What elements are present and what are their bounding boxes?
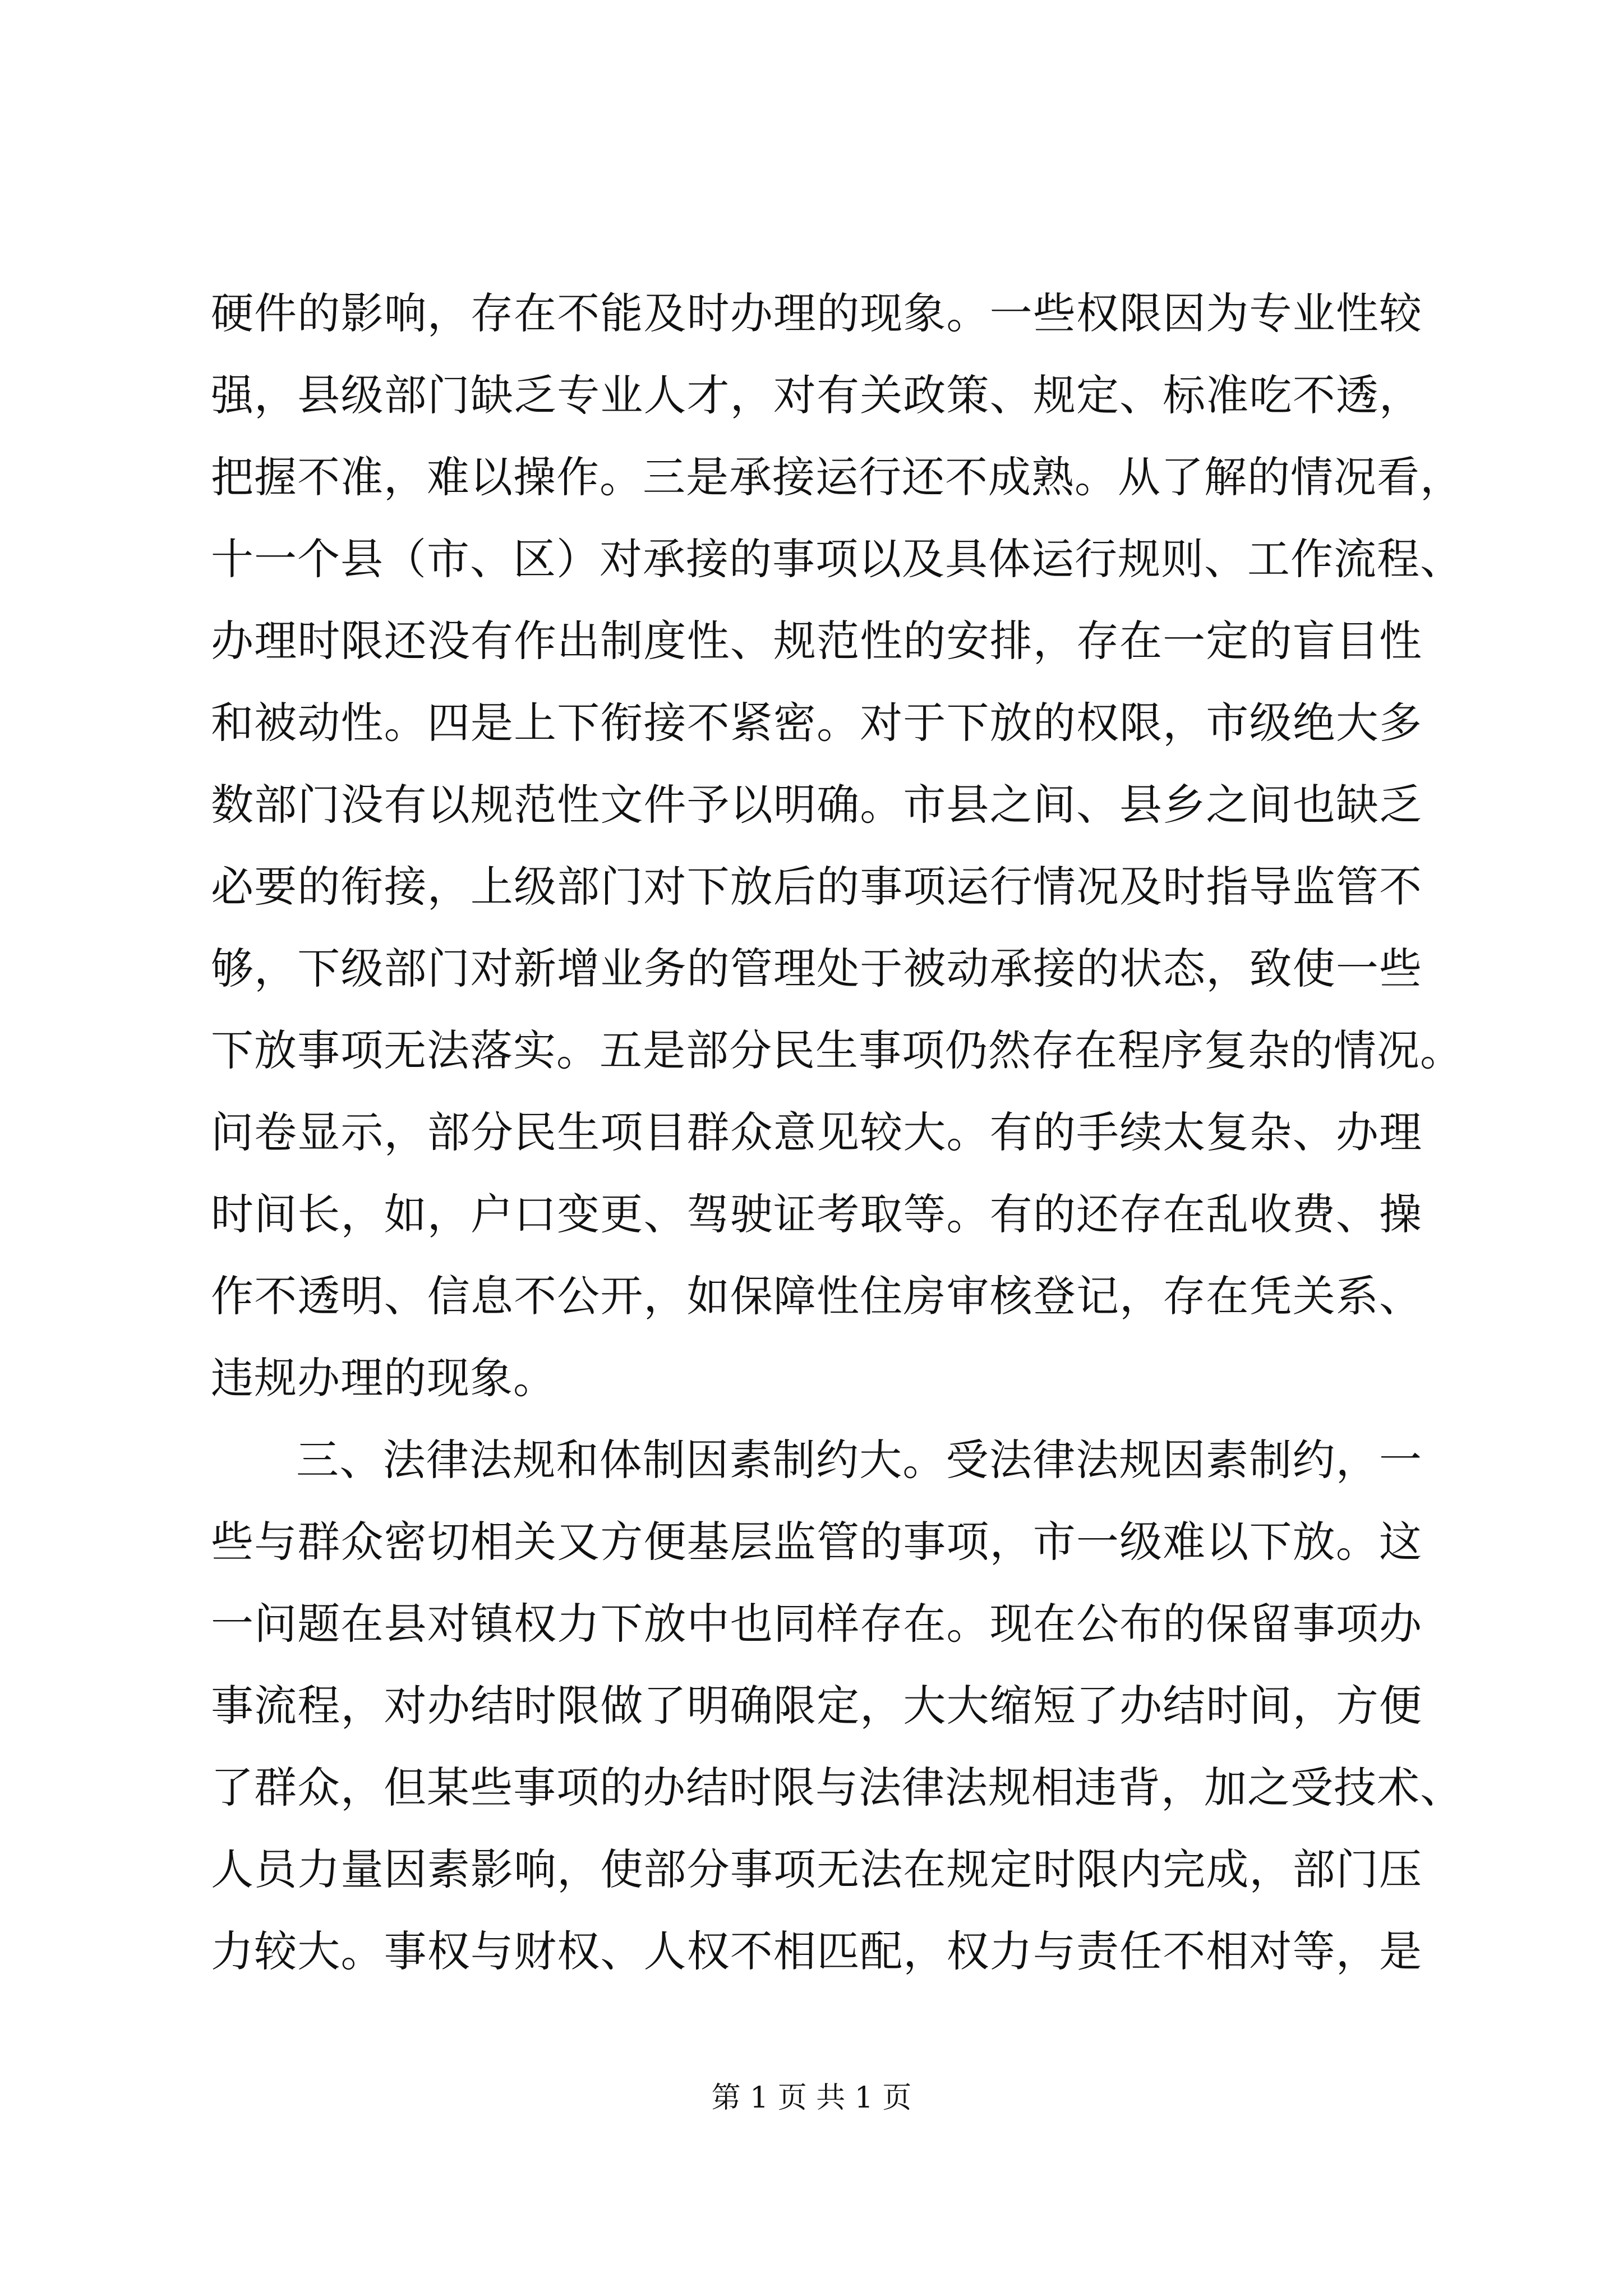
text-line: 够，下级部门对新增业务的管理处于被动承接的状态，致使一些 <box>211 944 1422 993</box>
text-line: 和被动性。四是上下衔接不紧密。对于下放的权限，市级绝大多 <box>211 698 1422 748</box>
text-line: 强，县级部门缺乏专业人才，对有关政策、规定、标准吃不透， <box>211 370 1422 420</box>
text-line: 时间长，如，户口变更、驾驶证考取等。有的还存在乱收费、操 <box>211 1189 1422 1239</box>
document-body <box>211 273 1463 1993</box>
text-line: 违规办理的现象。 <box>211 1353 556 1403</box>
text-line: 硬件的影响，存在不能及时办理的现象。一些权限因为专业性较 <box>211 288 1422 338</box>
text-line: 作不透明、信息不公开，如保障性住房审核登记，存在凭关系、 <box>211 1271 1422 1321</box>
text-line: 人员力量因素影响，使部分事项无法在规定时限内完成，部门压 <box>211 1844 1422 1894</box>
text-line: 些与群众密切相关又方便基层监管的事项，市一级难以下放。这 <box>211 1517 1422 1567</box>
text-line: 把握不准，难以操作。三是承接运行还不成熟。从了解的情况看， <box>211 452 1463 502</box>
text-line: 十一个县（市、区）对承接的事项以及具体运行规则、工作流程、 <box>211 534 1463 584</box>
text-line: 必要的衔接，上级部门对下放后的事项运行情况及时指导监管不 <box>211 862 1422 912</box>
text-line: 力较大。事权与财权、人权不相匹配，权力与责任不相对等，是 <box>211 1926 1422 1976</box>
text-line: 问卷显示，部分民生项目群众意见较大。有的手续太复杂、办理 <box>211 1107 1422 1157</box>
paragraph-2 <box>211 1419 1463 1993</box>
text-line: 三、法律法规和体制因素制约大。受法律法规因素制约，一 <box>296 1435 1422 1485</box>
text-line: 了群众，但某些事项的办结时限与法律法规相违背，加之受技术、 <box>211 1763 1463 1812</box>
text-line: 办理时限还没有作出制度性、规范性的安排，存在一定的盲目性 <box>211 616 1422 666</box>
text-line: 一问题在县对镇权力下放中也同样存在。现在公布的保留事项办 <box>211 1599 1422 1649</box>
page-footer <box>0 2076 1623 2120</box>
text-line: 数部门没有以规范性文件予以明确。市县之间、县乡之间也缺乏 <box>211 780 1422 830</box>
paragraph-1 <box>211 273 1463 1419</box>
page-number-label: 第 1 页 共 1 页 <box>711 2081 912 2115</box>
text-line: 事流程，对办结时限做了明确限定，大大缩短了办结时间，方便 <box>211 1681 1422 1731</box>
text-line: 下放事项无法落实。五是部分民生事项仍然存在程序复杂的情况。 <box>211 1025 1463 1075</box>
